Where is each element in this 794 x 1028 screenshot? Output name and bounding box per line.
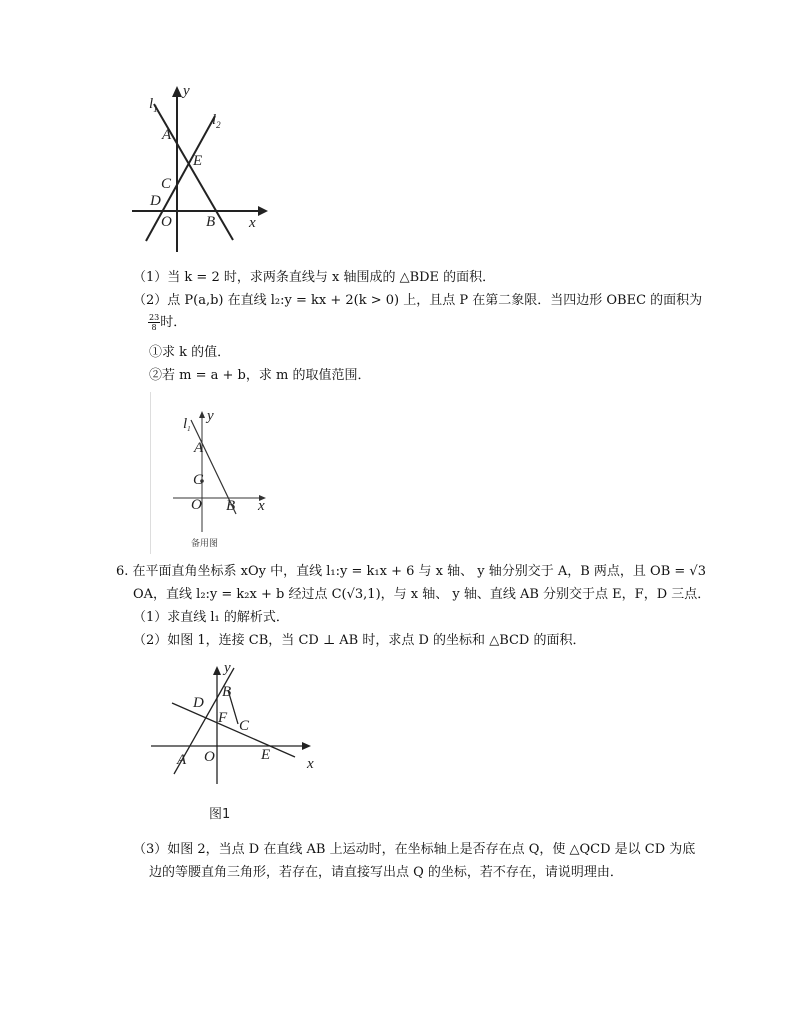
q6-stem-line1: 6. 在平面直角坐标系 xOy 中，直线 l₁:y = k₁x + 6 与 x 轴、 y 轴分别交于 A，B 两点，且 OB = √3	[116, 564, 706, 579]
q5-part2: （2）点 P(a,b) 在直线 l₂:y = kx + 2(k > 0) 上，且点 P 在第二象限．当四边形 OBEC 的面积为	[133, 293, 703, 308]
label-origin-o: O	[161, 214, 172, 230]
q6-part3-line1: （3）如图 2，当点 D 在直线 AB 上运动时，在坐标轴上是否存在点 Q，使 △QCD 是以 CD 为底	[133, 842, 696, 857]
label-point-a: A	[162, 127, 172, 143]
label-y-axis: y	[207, 408, 214, 424]
label-l2: $l_2$	[212, 112, 221, 130]
figure-caption: 图1	[209, 807, 231, 822]
label-l1: $l_1$	[183, 416, 191, 433]
q6-part1: （1）求直线 l₁ 的解析式．	[133, 610, 289, 625]
q5-part2-sub1: ①求 k 的值．	[149, 345, 231, 360]
label-point-b: B	[226, 498, 236, 514]
figure-two-lines	[128, 80, 278, 260]
fraction-23-8: $\frac{23}{8}$	[149, 313, 160, 332]
label-point-f: F	[218, 710, 228, 726]
label-point-a: A	[194, 440, 204, 456]
label-origin-o: O	[204, 749, 215, 765]
figure-caption: 备用图	[191, 539, 219, 549]
label-point-d: D	[150, 193, 161, 209]
label-origin-o: O	[191, 497, 202, 513]
q6-part3-line2: 边的等腰直角三角形，若存在，请直接写出点 Q 的坐标，若不存在，请说明理由．	[149, 865, 623, 880]
label-x-axis: x	[307, 756, 314, 772]
q6-stem-line2: OA，直线 l₂:y = k₂x + b 经过点 C(√3,1)，与 x 轴、 y 轴、直线 AB 分别交于点 E，F，D 三点．	[133, 587, 711, 602]
label-point-e: E	[261, 747, 271, 763]
label-point-b: B	[206, 214, 216, 230]
label-point-c: C	[239, 718, 250, 734]
label-x-axis: x	[258, 498, 265, 514]
label-point-a: A	[177, 752, 187, 768]
label-y-axis: y	[183, 83, 190, 99]
q5-part1: （1）当 k = 2 时，求两条直线与 x 轴围成的 △BDE 的面积．	[133, 270, 496, 285]
q5-part2-sub2: ②若 m = a + b，求 m 的取值范围．	[149, 368, 371, 383]
label-point-b: B	[222, 684, 232, 700]
label-point-c: C	[161, 176, 172, 192]
label-l1: $l_1$	[149, 96, 158, 114]
label-point-d: D	[193, 695, 204, 711]
q6-part2: （2）如图 1，连接 CB，当 CD ⊥ AB 时，求点 D 的坐标和 △BCD 的面积．	[133, 633, 586, 648]
label-y-axis: y	[224, 660, 231, 676]
figure-backup	[150, 392, 277, 554]
label-x-axis: x	[249, 215, 256, 231]
label-point-c: C	[193, 472, 204, 488]
label-point-e: E	[193, 153, 203, 169]
q5-part2-continued: $\frac{23}{8}$ 时．	[149, 313, 187, 332]
figure-1	[145, 660, 330, 832]
